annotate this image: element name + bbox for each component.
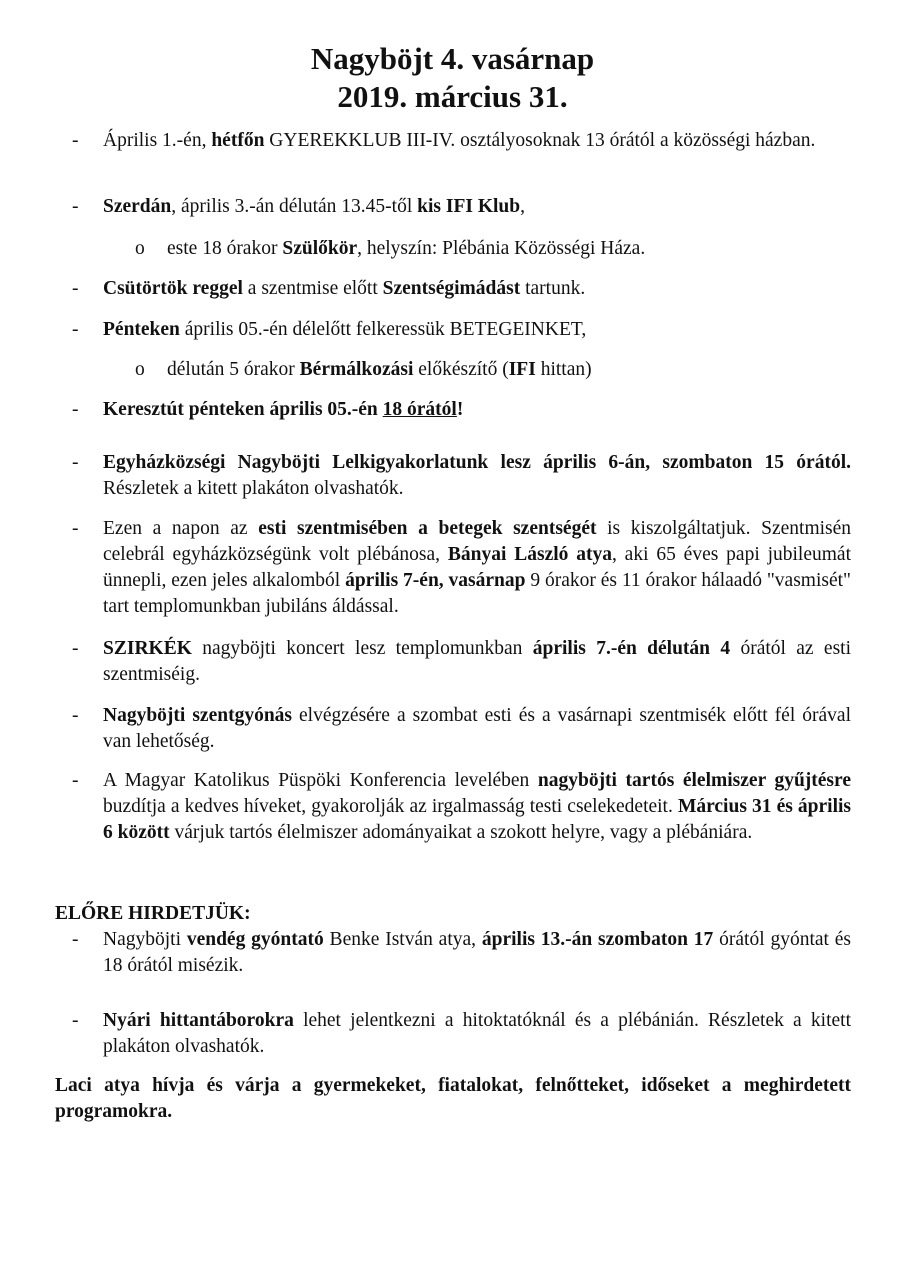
dash-bullet: - — [72, 319, 79, 340]
dash-bullet: - — [72, 1010, 79, 1031]
announcement-visit-sick: Pénteken április 05.-én délelőtt felkeressük BETEGEINKET, — [103, 319, 587, 340]
circle-bullet: o — [135, 359, 145, 380]
circle-bullet: o — [135, 238, 145, 259]
advance-notice-heading: ELŐRE HIRDETJÜK: — [55, 903, 251, 924]
announcement-summer-camp: Nyári hittantáborokra lehet jelentkezni a hitoktatóknál és a plébánián. Részletek a kitett plakáton olvashatók. — [103, 1010, 851, 1057]
dash-bullet: - — [72, 278, 79, 299]
dash-bullet: - — [72, 452, 79, 473]
announcement-parents-circle: este 18 órakor Szülőkör, helyszín: Plébánia Közösségi Háza. — [167, 238, 646, 259]
announcement-concert: SZIRKÉK nagyböjti koncert lesz templomunkban április 7.-én délután 4 órától az esti szentmiséig. — [103, 638, 852, 685]
page-date: 2019. március 31. — [337, 79, 568, 114]
announcement-adoration: Csütörtök reggel a szentmise előtt Szentségimádást tartunk. — [103, 278, 586, 299]
dash-bullet: - — [72, 929, 79, 950]
announcement-confession: Nagyböjti szentgyónás elvégzésére a szombat esti és a vasárnapi szentmisék előtt fél órával van lehetőség. — [103, 705, 851, 752]
dash-bullet: - — [72, 705, 79, 726]
page-title: Nagyböjt 4. vasárnap — [310, 41, 595, 76]
announcement-food-collection: A Magyar Katolikus Püspöki Konferencia levelében nagyböjti tartós élelmiszer gyűjtésre buzdítja a kedves híveket, gyakorolják az irgalmasság testi cselekedeteit. Március 31 és április 6 között várjuk tartós élelmiszer adományaikat a szokott helyre, vagy a plébániára. — [103, 770, 851, 843]
announcement-kids-club: Április 1.-én, hétfőn GYEREKKLUB III-IV. osztályosoknak 13 órától a közösségi házban. — [103, 130, 816, 151]
announcement-anointing-jubilee: Ezen a napon az esti szentmisében a betegek szentségét is kiszolgáltatjuk. Szentmisén celebrál egyházközségünk volt plébánosa, Bányai László atya, aki 65 éves papi jubileumát ünnepli, ezen jeles alkalomból április 7-én, vasárnap 9 órakor és 11 órakor hálaadó "vasmisét" tart templomunkban jubiláns áldással. — [103, 518, 852, 617]
dash-bullet: - — [72, 770, 79, 791]
closing-invitation: Laci atya hívja és várja a gyermekeket, fiatalokat, felnőtteket, időseket a meghirdetett programokra. — [55, 1075, 851, 1122]
announcement-guest-confessor: Nagyböjti vendég gyóntató Benke István atya, április 13.-án szombaton 17 órától gyóntat és 18 órától misézik. — [103, 929, 851, 976]
announcement-retreat: Egyházközségi Nagyböjti Lelkigyakorlatunk lesz április 6-án, szombaton 15 órától. Részletek a kitett plakáton olvashatók. — [103, 452, 851, 499]
dash-bullet: - — [72, 518, 79, 539]
announcement-confirmation-prep: délután 5 órakor Bérmálkozási előkészítő (IFI hittan) — [167, 359, 592, 380]
dash-bullet: - — [72, 130, 79, 151]
announcement-way-of-cross: Keresztút pénteken április 05.-én 18 órától! — [103, 399, 464, 420]
announcement-wednesday-ifi: Szerdán, április 3.-án délután 13.45-től kis IFI Klub, — [103, 196, 525, 217]
dash-bullet: - — [72, 638, 79, 659]
dash-bullet: - — [72, 196, 79, 217]
dash-bullet: - — [72, 399, 79, 420]
